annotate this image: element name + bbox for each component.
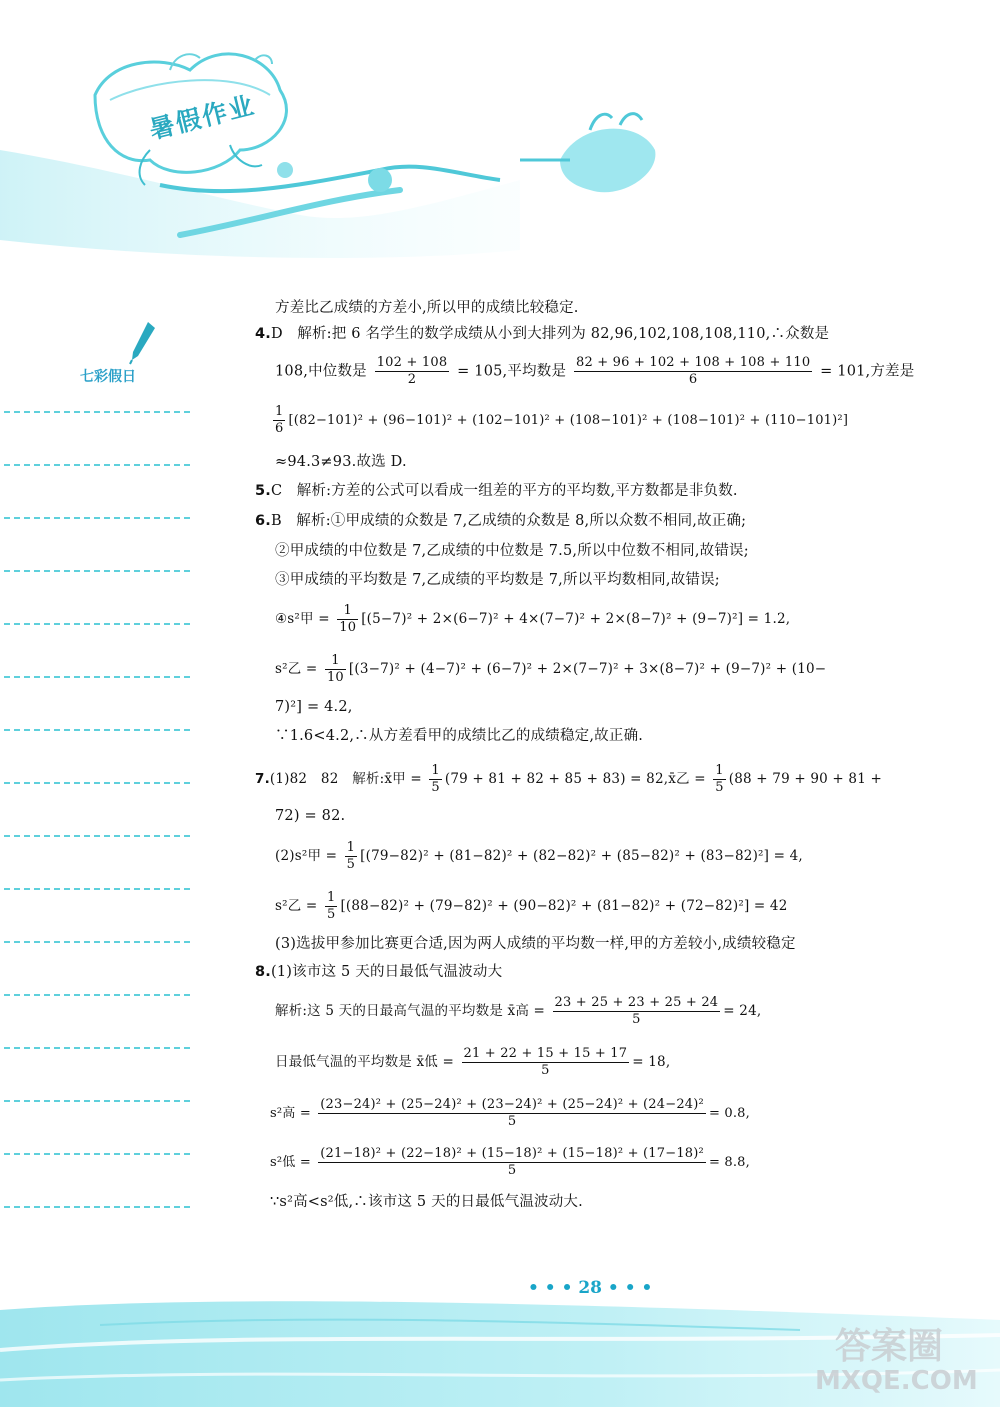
numerator: 1 bbox=[715, 763, 724, 778]
denominator: 5 bbox=[553, 1011, 721, 1028]
text: (2)s²甲 = bbox=[275, 848, 338, 864]
denominator: 5 bbox=[318, 1113, 706, 1130]
analysis-text: 解析:①甲成绩的众数是 7,乙成绩的众数是 8,所以众数不相同,故正确; bbox=[296, 513, 747, 529]
fraction bbox=[429, 763, 441, 796]
analysis-text: 解析:方差的公式可以看成一组差的平方的平均数,平方数都是非负数. bbox=[296, 483, 738, 499]
note-line bbox=[4, 517, 190, 519]
denominator: 5 bbox=[318, 1162, 706, 1179]
q4-line-2 bbox=[275, 355, 914, 388]
note-line bbox=[4, 676, 190, 678]
denominator: 2 bbox=[375, 371, 450, 388]
q8-line-1 bbox=[255, 962, 502, 982]
q6-line-4 bbox=[275, 603, 790, 636]
text: s²高 = bbox=[270, 1106, 311, 1121]
page-number: • • • 28 • • • bbox=[528, 1278, 653, 1298]
text: = 105,平均数是 bbox=[457, 363, 567, 380]
numerator: 1 bbox=[346, 840, 356, 855]
q8-line-5 bbox=[270, 1146, 750, 1179]
fraction bbox=[318, 1097, 706, 1130]
question-number: 8. bbox=[255, 964, 271, 980]
denominator: 5 bbox=[431, 780, 440, 795]
note-line bbox=[4, 1206, 190, 1208]
text: 日最低气温的平均数是 x̄低 = bbox=[275, 1054, 455, 1070]
q4-line-1 bbox=[255, 324, 829, 344]
numerator: 102 + 108 bbox=[376, 355, 448, 370]
watermark-logo: 答案圈 bbox=[835, 1326, 944, 1367]
note-line bbox=[4, 411, 190, 413]
text: = 24, bbox=[723, 1003, 762, 1019]
q7-line-2: 72) = 82. bbox=[275, 808, 346, 824]
text: 解析:这 5 天的日最高气温的平均数是 x̄高 = bbox=[275, 1003, 546, 1019]
question-number: 5. bbox=[255, 483, 271, 499]
numerator: 1 bbox=[331, 653, 340, 668]
text: [(3−7)² + (4−7)² + (6−7)² + 2×(7−7)² + 3×(8−7)² + (9−7)² + (10− bbox=[348, 661, 827, 677]
q8-line-6: ∵s²高<s²低,∴该市这 5 天的日最低气温波动大. bbox=[270, 1194, 583, 1210]
q4-line-3 bbox=[270, 404, 848, 437]
text: ④s²甲 = bbox=[275, 611, 330, 627]
note-line bbox=[4, 464, 190, 466]
fraction bbox=[325, 653, 346, 686]
q7-line-4 bbox=[275, 890, 788, 923]
q7-line-5: (3)选拔甲参加比赛更合适,因为两人成绩的平均数一样,甲的方差较小,成绩较稳定 bbox=[275, 936, 796, 952]
sidebar-label: 七彩假日 bbox=[80, 369, 136, 385]
answer-choice: D bbox=[271, 326, 283, 342]
fraction bbox=[318, 1146, 706, 1179]
note-line bbox=[4, 1153, 190, 1155]
denominator: 5 bbox=[326, 907, 336, 922]
q6-line-6: 7)²] = 4.2, bbox=[275, 699, 353, 715]
denominator: 5 bbox=[462, 1062, 630, 1079]
numerator: (23−24)² + (25−24)² + (23−24)² + (25−24)² + (24−24)² bbox=[320, 1097, 704, 1112]
header-title: 暑假作业 bbox=[146, 90, 259, 145]
denominator: 5 bbox=[715, 780, 724, 795]
numerator: 1 bbox=[275, 404, 284, 419]
q6-line-7: ∵1.6<4.2,∴从方差看甲的成绩比乙的成绩稳定,故正确. bbox=[275, 728, 644, 744]
q8-line-3 bbox=[275, 1046, 670, 1079]
question-number: 7. bbox=[255, 771, 270, 787]
denominator: 10 bbox=[339, 620, 357, 635]
note-line bbox=[4, 888, 190, 890]
denominator: 10 bbox=[326, 670, 344, 685]
numerator: (21−18)² + (22−18)² + (15−18)² + (15−18)² + (17−18)² bbox=[320, 1146, 704, 1161]
note-line bbox=[4, 623, 190, 625]
text: [(79−82)² + (81−82)² + (82−82)² + (85−82)² + (83−82)²] = 4, bbox=[360, 848, 803, 864]
text: = 8.8, bbox=[708, 1155, 750, 1170]
text: (1)该市这 5 天的日最低气温波动大 bbox=[271, 964, 503, 980]
note-line bbox=[4, 835, 190, 837]
q6-line-3: ③甲成绩的平均数是 7,乙成绩的平均数是 7,所以平均数相同,故错误; bbox=[275, 572, 720, 588]
text: (79 + 81 + 82 + 85 + 83) = 82,x̄乙 = bbox=[444, 771, 706, 787]
q6-line-2: ②甲成绩的中位数是 7,乙成绩的中位数是 7.5,所以中位数不相同,故错误; bbox=[275, 543, 749, 559]
q8-line-2 bbox=[275, 995, 761, 1028]
text: s²乙 = bbox=[275, 898, 318, 914]
text: s²乙 = bbox=[275, 661, 318, 677]
header-decoration bbox=[0, 0, 1000, 260]
note-line bbox=[4, 782, 190, 784]
fraction bbox=[574, 355, 812, 388]
note-line bbox=[4, 729, 190, 731]
fraction bbox=[337, 603, 358, 636]
fraction bbox=[553, 995, 721, 1028]
numerator: 1 bbox=[326, 890, 336, 905]
analysis-text: 解析:把 6 名学生的数学成绩从小到大排列为 82,96,102,108,108,110,∴众数是 bbox=[297, 326, 830, 342]
note-line bbox=[4, 1047, 190, 1049]
fraction bbox=[713, 763, 725, 796]
fraction bbox=[273, 404, 285, 437]
variance-formula: [(82−101)² + (96−101)² + (102−101)² + (108−101)² + (108−101)² + (110−101)²] bbox=[288, 413, 849, 428]
text: = 18, bbox=[632, 1054, 671, 1070]
question-number: 4. bbox=[255, 326, 271, 342]
q4-line-4: ≈94.3≠93.故选 D. bbox=[275, 454, 407, 470]
q7-line-1 bbox=[255, 763, 882, 796]
fraction bbox=[462, 1046, 630, 1079]
continuation-line: 方差比乙成绩的方差小,所以甲的成绩比较稳定. bbox=[275, 300, 579, 316]
note-line bbox=[4, 1100, 190, 1102]
note-line bbox=[4, 570, 190, 572]
watermark-url: MXQE.COM bbox=[815, 1366, 978, 1396]
note-line bbox=[4, 994, 190, 996]
fraction bbox=[325, 890, 337, 923]
text: (88 + 79 + 90 + 81 + bbox=[728, 771, 882, 787]
answer-choice: B bbox=[271, 513, 282, 529]
denominator: 6 bbox=[275, 421, 284, 436]
pen-icon bbox=[128, 320, 158, 365]
fraction bbox=[345, 840, 357, 873]
numerator: 1 bbox=[431, 763, 440, 778]
q7-line-3 bbox=[275, 840, 803, 873]
q6-line-5 bbox=[275, 653, 826, 686]
numerator: 23 + 25 + 23 + 25 + 24 bbox=[554, 995, 719, 1010]
q6-line-1 bbox=[255, 511, 746, 531]
text: s²低 = bbox=[270, 1155, 311, 1170]
fraction bbox=[375, 355, 450, 388]
q8-line-4 bbox=[270, 1097, 750, 1130]
text: 108,中位数是 bbox=[275, 363, 367, 380]
numerator: 21 + 22 + 15 + 15 + 17 bbox=[463, 1046, 628, 1061]
sidebar bbox=[0, 320, 200, 1220]
numerator: 1 bbox=[343, 603, 352, 618]
answer-choice: C bbox=[271, 483, 283, 499]
text: [(88−82)² + (79−82)² + (90−82)² + (81−82)² + (72−82)²] = 42 bbox=[340, 898, 788, 914]
text: = 0.8, bbox=[708, 1106, 750, 1121]
text: = 101,方差是 bbox=[820, 363, 915, 380]
text: [(5−7)² + 2×(6−7)² + 4×(7−7)² + 2×(8−7)² + (9−7)²] = 1.2, bbox=[361, 611, 791, 627]
denominator: 5 bbox=[346, 857, 356, 872]
denominator: 6 bbox=[574, 371, 812, 388]
q5-line-1 bbox=[255, 481, 738, 501]
note-line bbox=[4, 941, 190, 943]
question-number: 6. bbox=[255, 513, 271, 529]
numerator: 82 + 96 + 102 + 108 + 108 + 110 bbox=[575, 355, 811, 370]
text: (1)82 82 解析:x̄甲 = bbox=[269, 771, 422, 787]
